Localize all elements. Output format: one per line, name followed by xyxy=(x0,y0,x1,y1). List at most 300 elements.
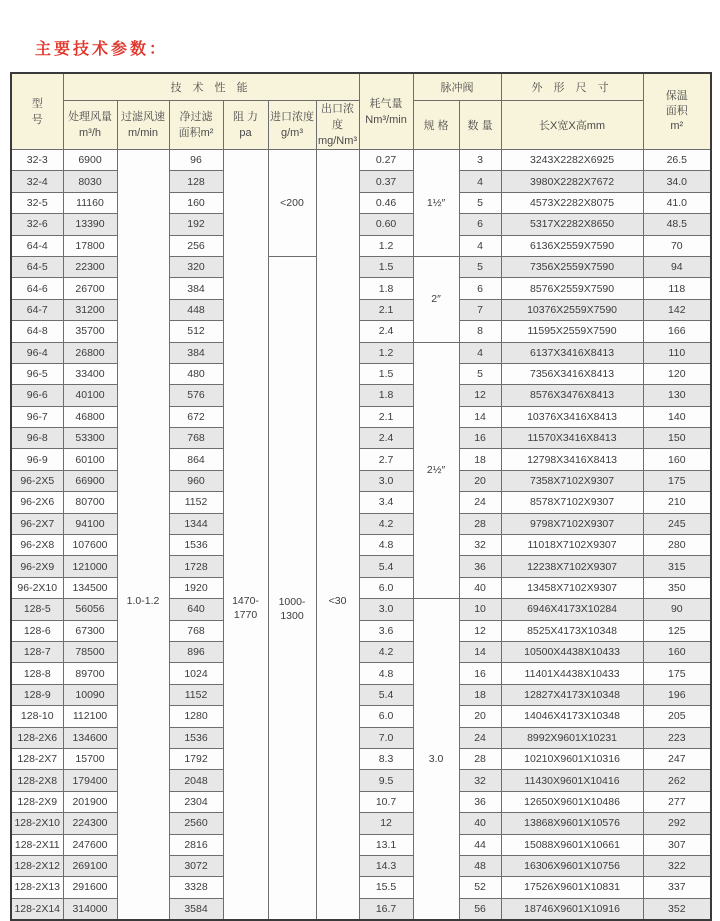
table-row xyxy=(11,278,711,299)
gas-consumption-cell: 2.1 xyxy=(359,406,413,427)
airflow-cell: 60100 xyxy=(63,449,117,470)
dimensions-cell: 12650X9601X10486 xyxy=(501,791,643,812)
airflow-cell: 10090 xyxy=(63,684,117,705)
header-area-line2: 面积m² xyxy=(178,127,214,139)
table-row xyxy=(11,492,711,513)
insulation-area-cell: 175 xyxy=(643,470,711,491)
valve-qty-cell: 6 xyxy=(459,214,501,235)
table-row xyxy=(11,321,711,342)
valve-qty-cell: 8 xyxy=(459,321,501,342)
header-insulation-line2: 面积 xyxy=(665,105,688,117)
model-cell: 128-2X6 xyxy=(11,727,63,748)
header-dimensions-group: 外 形 尺 寸 xyxy=(501,73,643,101)
header-model xyxy=(11,73,63,150)
table-row xyxy=(11,663,711,684)
header-tech-performance-group: 技 术 性 能 xyxy=(63,73,359,101)
valve-qty-cell: 44 xyxy=(459,834,501,855)
valve-qty-cell: 20 xyxy=(459,470,501,491)
filter-area-cell: 1280 xyxy=(169,706,223,727)
table-row xyxy=(11,406,711,427)
valve-qty-cell: 12 xyxy=(459,620,501,641)
valve-qty-cell: 4 xyxy=(459,342,501,363)
valve-qty-cell: 4 xyxy=(459,171,501,192)
gas-consumption-cell: 3.0 xyxy=(359,599,413,620)
resistance-cell: 1470-1770 xyxy=(223,150,268,921)
filter-area-cell: 512 xyxy=(169,321,223,342)
dimensions-cell: 11595X2559X7590 xyxy=(501,321,643,342)
airflow-cell: 17800 xyxy=(63,235,117,256)
valve-qty-cell: 3 xyxy=(459,150,501,171)
gas-consumption-cell: 3.6 xyxy=(359,620,413,641)
filter-area-cell: 160 xyxy=(169,192,223,213)
dimensions-cell: 10376X3416X8413 xyxy=(501,406,643,427)
gas-consumption-cell: 1.8 xyxy=(359,385,413,406)
valve-qty-cell: 7 xyxy=(459,299,501,320)
model-cell: 96-9 xyxy=(11,449,63,470)
valve-qty-cell: 24 xyxy=(459,492,501,513)
outlet-concentration-cell: <30 xyxy=(316,150,359,921)
gas-consumption-cell: 0.27 xyxy=(359,150,413,171)
filter-area-cell: 1792 xyxy=(169,748,223,769)
gas-consumption-cell: 1.8 xyxy=(359,278,413,299)
airflow-cell: 134600 xyxy=(63,727,117,748)
table-header xyxy=(11,73,711,150)
dimensions-cell: 10500X4438X10433 xyxy=(501,641,643,662)
table-row xyxy=(11,877,711,898)
valve-spec-cell: 2½″ xyxy=(413,342,459,599)
valve-qty-cell: 10 xyxy=(459,599,501,620)
dimensions-cell: 11570X3416X8413 xyxy=(501,428,643,449)
table-row xyxy=(11,363,711,384)
table-row xyxy=(11,620,711,641)
filter-area-cell: 96 xyxy=(169,150,223,171)
model-cell: 128-2X8 xyxy=(11,770,63,791)
header-valve-spec: 规 格 xyxy=(413,101,459,150)
header-outlet-line1: 出口浓度 xyxy=(321,103,355,131)
valve-qty-cell: 18 xyxy=(459,684,501,705)
table-row xyxy=(11,727,711,748)
filter-area-cell: 384 xyxy=(169,342,223,363)
gas-consumption-cell: 2.4 xyxy=(359,428,413,449)
dimensions-cell: 6946X4173X10284 xyxy=(501,599,643,620)
valve-qty-cell: 56 xyxy=(459,898,501,920)
header-filter-area xyxy=(169,101,223,150)
header-insulation-line3: m² xyxy=(670,120,684,132)
model-cell: 96-4 xyxy=(11,342,63,363)
dimensions-cell: 5317X2282X8650 xyxy=(501,214,643,235)
dimensions-cell: 11401X4438X10433 xyxy=(501,663,643,684)
gas-consumption-cell: 8.3 xyxy=(359,748,413,769)
insulation-area-cell: 166 xyxy=(643,321,711,342)
valve-qty-cell: 14 xyxy=(459,406,501,427)
header-gas-line2: Nm³/min xyxy=(365,113,407,126)
table-row xyxy=(11,556,711,577)
insulation-area-cell: 262 xyxy=(643,770,711,791)
dimensions-cell: 10376X2559X7590 xyxy=(501,299,643,320)
table-row xyxy=(11,706,711,727)
header-inlet-line1: 进口浓度 xyxy=(270,111,314,123)
model-cell: 128-5 xyxy=(11,599,63,620)
insulation-area-cell: 210 xyxy=(643,492,711,513)
valve-spec-cell: 1½″ xyxy=(413,150,459,257)
airflow-cell: 179400 xyxy=(63,770,117,791)
header-insulation-line1: 保温 xyxy=(665,90,688,102)
table-row xyxy=(11,342,711,363)
insulation-area-cell: 175 xyxy=(643,663,711,684)
airflow-cell: 224300 xyxy=(63,813,117,834)
insulation-area-cell: 280 xyxy=(643,535,711,556)
valve-qty-cell: 40 xyxy=(459,577,501,598)
filter-area-cell: 384 xyxy=(169,278,223,299)
airflow-cell: 35700 xyxy=(63,321,117,342)
header-velocity-line1: 过滤风速 xyxy=(121,111,165,123)
gas-consumption-cell: 2.4 xyxy=(359,321,413,342)
airflow-cell: 201900 xyxy=(63,791,117,812)
page-title: 主要技术参数： xyxy=(35,41,169,58)
dimensions-cell: 9798X7102X9307 xyxy=(501,513,643,534)
filter-area-cell: 1152 xyxy=(169,684,223,705)
dimensions-cell: 8992X9601X10231 xyxy=(501,727,643,748)
model-cell: 96-2X9 xyxy=(11,556,63,577)
insulation-area-cell: 125 xyxy=(643,620,711,641)
model-cell: 128-6 xyxy=(11,620,63,641)
insulation-area-cell: 307 xyxy=(643,834,711,855)
insulation-area-cell: 245 xyxy=(643,513,711,534)
filter-area-cell: 768 xyxy=(169,620,223,641)
header-dimensions: 长X宽X高mm xyxy=(501,101,643,150)
table-row xyxy=(11,748,711,769)
valve-qty-cell: 5 xyxy=(459,256,501,277)
gas-consumption-cell: 0.46 xyxy=(359,192,413,213)
filter-area-cell: 3584 xyxy=(169,898,223,920)
filter-area-cell: 1536 xyxy=(169,535,223,556)
filter-area-cell: 672 xyxy=(169,406,223,427)
airflow-cell: 121000 xyxy=(63,556,117,577)
header-airflow-line2: m³/h xyxy=(79,127,101,139)
insulation-area-cell: 160 xyxy=(643,641,711,662)
header-resistance xyxy=(223,101,268,150)
model-cell: 64-8 xyxy=(11,321,63,342)
airflow-cell: 112100 xyxy=(63,706,117,727)
airflow-cell: 11160 xyxy=(63,192,117,213)
table-row xyxy=(11,855,711,876)
valve-qty-cell: 48 xyxy=(459,855,501,876)
table-row xyxy=(11,791,711,812)
dimensions-cell: 13458X7102X9307 xyxy=(501,577,643,598)
dimensions-cell: 8576X2559X7590 xyxy=(501,278,643,299)
insulation-area-cell: 48.5 xyxy=(643,214,711,235)
airflow-cell: 53300 xyxy=(63,428,117,449)
dimensions-cell: 11018X7102X9307 xyxy=(501,535,643,556)
filter-area-cell: 3328 xyxy=(169,877,223,898)
model-cell: 32-6 xyxy=(11,214,63,235)
dimensions-cell: 8578X7102X9307 xyxy=(501,492,643,513)
model-cell: 64-5 xyxy=(11,256,63,277)
insulation-area-cell: 352 xyxy=(643,898,711,920)
insulation-area-cell: 150 xyxy=(643,428,711,449)
gas-consumption-cell: 1.5 xyxy=(359,256,413,277)
dimensions-cell: 6136X2559X7590 xyxy=(501,235,643,256)
inlet-concentration-cell: 1000-1300 xyxy=(268,256,316,920)
dimensions-cell: 14046X4173X10348 xyxy=(501,706,643,727)
model-cell: 96-7 xyxy=(11,406,63,427)
valve-spec-cell: 2″ xyxy=(413,256,459,342)
filter-area-cell: 2560 xyxy=(169,813,223,834)
airflow-cell: 8030 xyxy=(63,171,117,192)
insulation-area-cell: 90 xyxy=(643,599,711,620)
insulation-area-cell: 120 xyxy=(643,363,711,384)
table-row xyxy=(11,513,711,534)
dimensions-cell: 11430X9601X10416 xyxy=(501,770,643,791)
model-cell: 32-5 xyxy=(11,192,63,213)
gas-consumption-cell: 7.0 xyxy=(359,727,413,748)
table-row xyxy=(11,256,711,277)
airflow-cell: 26700 xyxy=(63,278,117,299)
model-cell: 128-2X12 xyxy=(11,855,63,876)
dimensions-cell: 12798X3416X8413 xyxy=(501,449,643,470)
valve-qty-cell: 32 xyxy=(459,770,501,791)
table-row xyxy=(11,599,711,620)
airflow-cell: 6900 xyxy=(63,150,117,171)
filter-area-cell: 128 xyxy=(169,171,223,192)
filter-area-cell: 320 xyxy=(169,256,223,277)
valve-qty-cell: 14 xyxy=(459,641,501,662)
header-valve-qty: 数 量 xyxy=(459,101,501,150)
model-cell: 128-2X14 xyxy=(11,898,63,920)
table-row xyxy=(11,813,711,834)
filter-area-cell: 864 xyxy=(169,449,223,470)
table-row xyxy=(11,577,711,598)
filter-velocity-cell: 1.0-1.2 xyxy=(117,150,169,921)
model-cell: 128-2X9 xyxy=(11,791,63,812)
dimensions-cell: 17526X9601X10831 xyxy=(501,877,643,898)
header-airflow-line1: 处理风量 xyxy=(68,111,112,123)
model-cell: 96-2X8 xyxy=(11,535,63,556)
gas-consumption-cell: 15.5 xyxy=(359,877,413,898)
gas-consumption-cell: 16.7 xyxy=(359,898,413,920)
valve-qty-cell: 12 xyxy=(459,385,501,406)
model-cell: 96-6 xyxy=(11,385,63,406)
airflow-cell: 89700 xyxy=(63,663,117,684)
gas-consumption-cell: 9.5 xyxy=(359,770,413,791)
filter-area-cell: 2816 xyxy=(169,834,223,855)
inlet-concentration-cell: <200 xyxy=(268,150,316,257)
header-inlet-line2: g/m³ xyxy=(281,127,303,139)
gas-consumption-cell: 14.3 xyxy=(359,855,413,876)
model-cell: 128-10 xyxy=(11,706,63,727)
model-cell: 128-2X13 xyxy=(11,877,63,898)
gas-consumption-cell: 2.1 xyxy=(359,299,413,320)
dimensions-cell: 12238X7102X9307 xyxy=(501,556,643,577)
gas-consumption-cell: 0.37 xyxy=(359,171,413,192)
insulation-area-cell: 160 xyxy=(643,449,711,470)
airflow-cell: 40100 xyxy=(63,385,117,406)
model-cell: 96-2X10 xyxy=(11,577,63,598)
airflow-cell: 269100 xyxy=(63,855,117,876)
main-parameters-table xyxy=(10,72,712,921)
header-resistance-line1: 阻 力 xyxy=(232,111,259,123)
gas-consumption-cell: 5.4 xyxy=(359,556,413,577)
insulation-area-cell: 140 xyxy=(643,406,711,427)
filter-area-cell: 1344 xyxy=(169,513,223,534)
airflow-cell: 107600 xyxy=(63,535,117,556)
gas-consumption-cell: 1.2 xyxy=(359,342,413,363)
table-row xyxy=(11,535,711,556)
filter-area-cell: 1024 xyxy=(169,663,223,684)
airflow-cell: 94100 xyxy=(63,513,117,534)
gas-consumption-cell: 6.0 xyxy=(359,706,413,727)
valve-qty-cell: 32 xyxy=(459,535,501,556)
gas-consumption-cell: 3.4 xyxy=(359,492,413,513)
table-body xyxy=(11,150,711,921)
valve-qty-cell: 28 xyxy=(459,748,501,769)
airflow-cell: 314000 xyxy=(63,898,117,920)
filter-area-cell: 192 xyxy=(169,214,223,235)
gas-consumption-cell: 4.8 xyxy=(359,663,413,684)
dimensions-cell: 3980X2282X7672 xyxy=(501,171,643,192)
table-row xyxy=(11,235,711,256)
gas-consumption-cell: 4.8 xyxy=(359,535,413,556)
table-row xyxy=(11,192,711,213)
filter-area-cell: 1728 xyxy=(169,556,223,577)
table-row xyxy=(11,385,711,406)
airflow-cell: 31200 xyxy=(63,299,117,320)
insulation-area-cell: 350 xyxy=(643,577,711,598)
table-row xyxy=(11,150,711,171)
valve-qty-cell: 5 xyxy=(459,192,501,213)
gas-consumption-cell: 13.1 xyxy=(359,834,413,855)
header-airflow xyxy=(63,101,117,150)
valve-qty-cell: 36 xyxy=(459,791,501,812)
filter-area-cell: 576 xyxy=(169,385,223,406)
gas-consumption-cell: 4.2 xyxy=(359,641,413,662)
airflow-cell: 66900 xyxy=(63,470,117,491)
gas-consumption-cell: 2.7 xyxy=(359,449,413,470)
header-filter-velocity xyxy=(117,101,169,150)
gas-consumption-cell: 5.4 xyxy=(359,684,413,705)
gas-consumption-cell: 6.0 xyxy=(359,577,413,598)
filter-area-cell: 2048 xyxy=(169,770,223,791)
header-model-line2: 号 xyxy=(31,113,43,126)
model-cell: 128-7 xyxy=(11,641,63,662)
table-row xyxy=(11,299,711,320)
header-area-line1: 净过滤 xyxy=(179,111,213,123)
airflow-cell: 78500 xyxy=(63,641,117,662)
insulation-area-cell: 247 xyxy=(643,748,711,769)
gas-consumption-cell: 4.2 xyxy=(359,513,413,534)
model-cell: 32-4 xyxy=(11,171,63,192)
table-row xyxy=(11,171,711,192)
model-cell: 96-2X5 xyxy=(11,470,63,491)
model-cell: 64-7 xyxy=(11,299,63,320)
insulation-area-cell: 196 xyxy=(643,684,711,705)
model-cell: 64-4 xyxy=(11,235,63,256)
airflow-cell: 22300 xyxy=(63,256,117,277)
dimensions-cell: 10210X9601X10316 xyxy=(501,748,643,769)
valve-qty-cell: 40 xyxy=(459,813,501,834)
valve-spec-cell: 3.0 xyxy=(413,599,459,920)
header-resistance-line2: pa xyxy=(239,127,252,139)
dimensions-cell: 3243X2282X6925 xyxy=(501,150,643,171)
valve-qty-cell: 36 xyxy=(459,556,501,577)
dimensions-cell: 16306X9601X10756 xyxy=(501,855,643,876)
dimensions-cell: 6137X3416X8413 xyxy=(501,342,643,363)
valve-qty-cell: 18 xyxy=(459,449,501,470)
header-inlet-concentration xyxy=(268,101,316,150)
gas-consumption-cell: 3.0 xyxy=(359,470,413,491)
insulation-area-cell: 142 xyxy=(643,299,711,320)
filter-area-cell: 256 xyxy=(169,235,223,256)
model-cell: 96-8 xyxy=(11,428,63,449)
airflow-cell: 46800 xyxy=(63,406,117,427)
model-cell: 128-2X7 xyxy=(11,748,63,769)
table-row xyxy=(11,834,711,855)
table-row xyxy=(11,898,711,920)
model-cell: 128-2X10 xyxy=(11,813,63,834)
dimensions-cell: 8576X3476X8413 xyxy=(501,385,643,406)
insulation-area-cell: 337 xyxy=(643,877,711,898)
model-cell: 128-2X11 xyxy=(11,834,63,855)
table-row xyxy=(11,641,711,662)
valve-qty-cell: 6 xyxy=(459,278,501,299)
table-row xyxy=(11,428,711,449)
insulation-area-cell: 118 xyxy=(643,278,711,299)
gas-consumption-cell: 1.2 xyxy=(359,235,413,256)
insulation-area-cell: 277 xyxy=(643,791,711,812)
airflow-cell: 33400 xyxy=(63,363,117,384)
airflow-cell: 26800 xyxy=(63,342,117,363)
valve-qty-cell: 16 xyxy=(459,428,501,449)
valve-qty-cell: 24 xyxy=(459,727,501,748)
model-cell: 96-2X7 xyxy=(11,513,63,534)
insulation-area-cell: 110 xyxy=(643,342,711,363)
insulation-area-cell: 205 xyxy=(643,706,711,727)
insulation-area-cell: 26.5 xyxy=(643,150,711,171)
model-cell: 32-3 xyxy=(11,150,63,171)
table-row xyxy=(11,449,711,470)
insulation-area-cell: 292 xyxy=(643,813,711,834)
valve-qty-cell: 28 xyxy=(459,513,501,534)
filter-area-cell: 3072 xyxy=(169,855,223,876)
insulation-area-cell: 34.0 xyxy=(643,171,711,192)
insulation-area-cell: 70 xyxy=(643,235,711,256)
airflow-cell: 291600 xyxy=(63,877,117,898)
model-cell: 64-6 xyxy=(11,278,63,299)
gas-consumption-cell: 0.60 xyxy=(359,214,413,235)
dimensions-cell: 12827X4173X10348 xyxy=(501,684,643,705)
gas-consumption-cell: 10.7 xyxy=(359,791,413,812)
dimensions-cell: 7356X3416X8413 xyxy=(501,363,643,384)
header-outlet-concentration xyxy=(316,101,359,150)
filter-area-cell: 640 xyxy=(169,599,223,620)
header-insulation-area xyxy=(643,73,711,150)
table-row xyxy=(11,214,711,235)
valve-qty-cell: 5 xyxy=(459,363,501,384)
header-model-line1: 型 xyxy=(31,97,43,110)
filter-area-cell: 448 xyxy=(169,299,223,320)
airflow-cell: 134500 xyxy=(63,577,117,598)
insulation-area-cell: 130 xyxy=(643,385,711,406)
filter-area-cell: 768 xyxy=(169,428,223,449)
valve-qty-cell: 4 xyxy=(459,235,501,256)
valve-qty-cell: 16 xyxy=(459,663,501,684)
airflow-cell: 247600 xyxy=(63,834,117,855)
model-cell: 128-9 xyxy=(11,684,63,705)
filter-area-cell: 1920 xyxy=(169,577,223,598)
gas-consumption-cell: 12 xyxy=(359,813,413,834)
insulation-area-cell: 322 xyxy=(643,855,711,876)
filter-area-cell: 896 xyxy=(169,641,223,662)
